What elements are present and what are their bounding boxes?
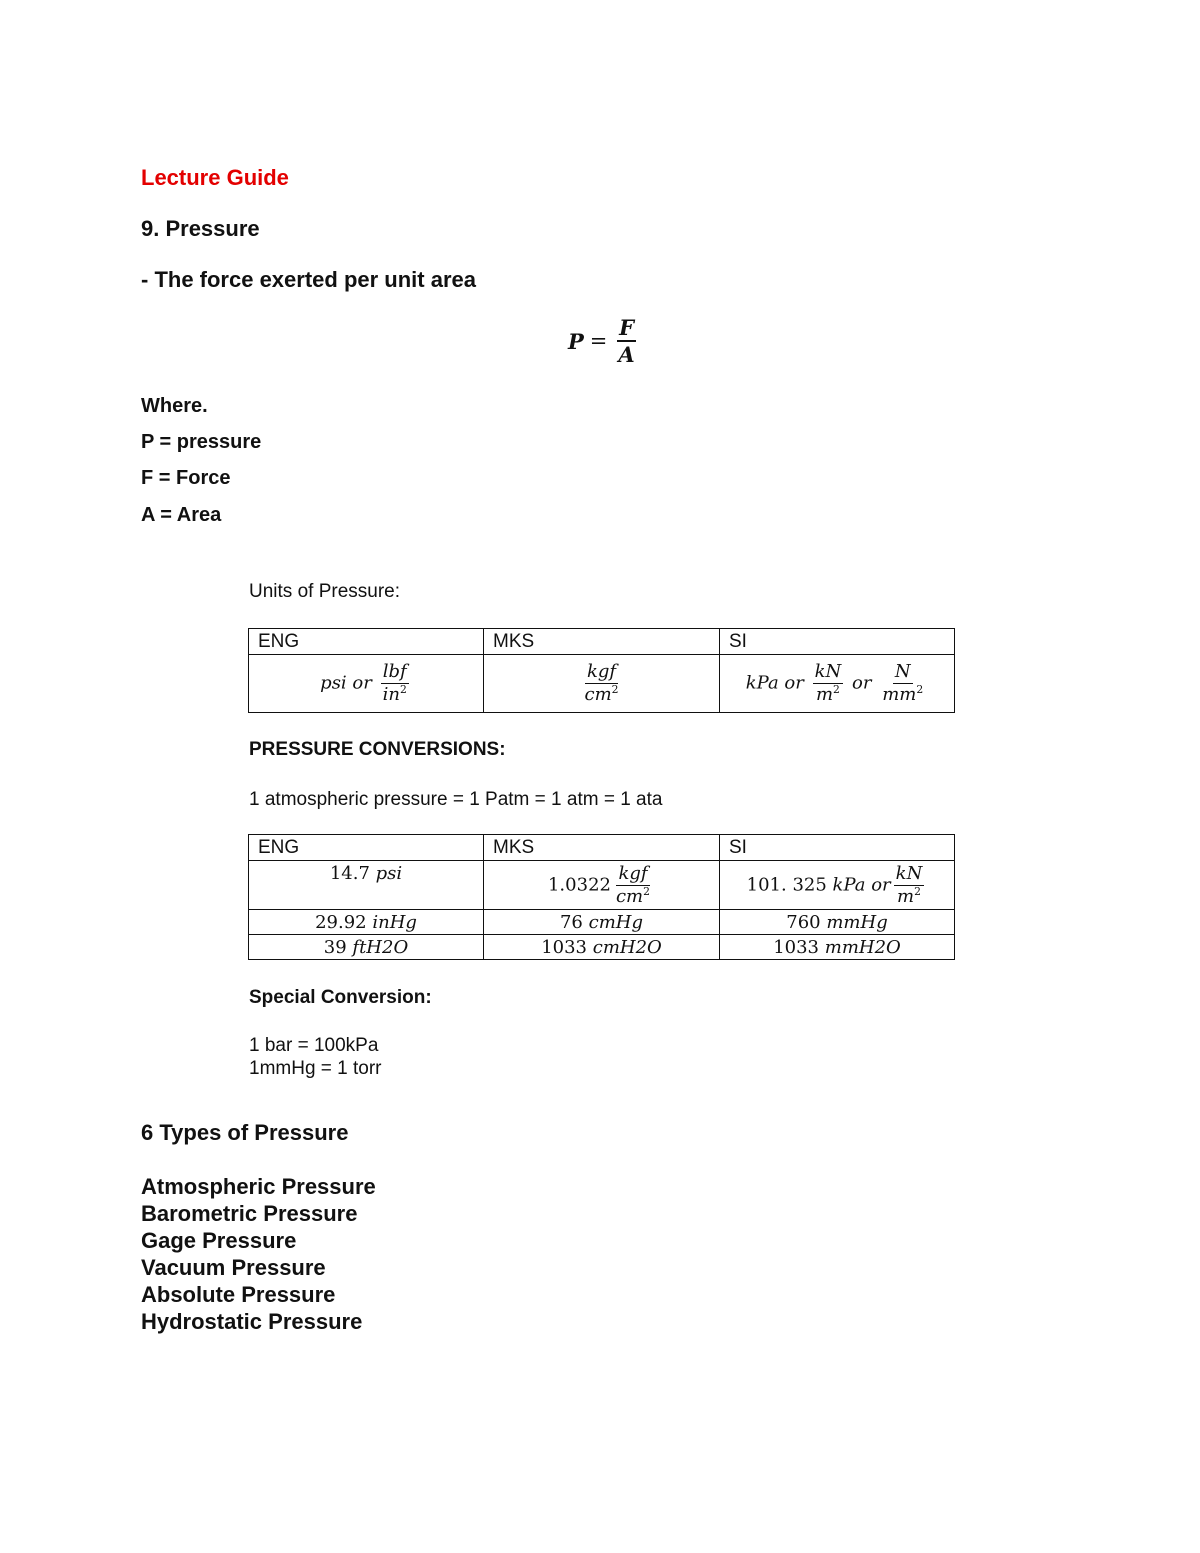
formula-equals: = [589, 329, 608, 354]
conv-r1-mks [484, 861, 720, 910]
units-table [248, 628, 955, 713]
units-si-num2: N [894, 661, 911, 683]
units-eng-den: in [382, 684, 400, 705]
list-item: Gage Pressure [141, 1228, 297, 1253]
conv-r2-mks-num: 76 [559, 911, 583, 933]
formula-denominator: A [618, 342, 635, 368]
conv-r1-mks-frac-den: cm [615, 885, 644, 907]
conv-r1-eng-unit: psi [375, 863, 403, 884]
conv-r3-si-num: 1033 [773, 936, 820, 958]
special-heading: Special Conversion: [249, 987, 432, 1008]
conv-r2-mks-unit: cmHg [588, 911, 643, 933]
conv-r1-mks-exp: 2 [643, 884, 650, 898]
units-eng-prefix: psi or [320, 672, 372, 694]
conv-r3-mks-num: 1033 [541, 936, 587, 958]
conv-r2-eng-unit: inHg [372, 911, 417, 933]
formula-fraction [616, 316, 636, 366]
conv-r1-si-frac-den: m [897, 885, 915, 907]
list-item: Absolute Pressure [141, 1282, 336, 1307]
list-item: Vacuum Pressure [141, 1255, 326, 1280]
units-header-si: SI [720, 629, 955, 655]
section-heading: 9. Pressure [141, 216, 260, 241]
types-heading: 6 Types of Pressure [141, 1120, 349, 1145]
conv-r1-si-frac-num: kN [895, 862, 923, 884]
conv-r2-eng-num: 29.92 [315, 911, 367, 933]
units-eng-exp: 2 [399, 683, 407, 696]
conv-r1-si-unit: kPa or [832, 874, 891, 895]
special-line-bar: 1 bar = 100kPa [249, 1035, 379, 1056]
list-item: Barometric Pressure [141, 1201, 358, 1226]
conv-r2-si [720, 910, 955, 935]
table-row [249, 910, 955, 935]
units-eng-cell [249, 655, 484, 713]
units-si-num1: kN [814, 661, 842, 683]
units-si-cell [720, 655, 955, 713]
conv-r2-si-num: 760 [786, 911, 821, 933]
units-header-eng: ENG [249, 629, 484, 655]
conv-r3-mks [484, 935, 720, 960]
conv-r3-si [720, 935, 955, 960]
formula-lhs: P [568, 328, 584, 354]
conv-header-mks: MKS [484, 835, 720, 861]
conv-r2-si-unit: mmHg [826, 911, 888, 933]
formula-numerator: F [617, 316, 636, 342]
conversions-statement: 1 atmospheric pressure = 1 Patm = 1 atm = 1 ata [249, 789, 663, 810]
definition-p: P = pressure [141, 431, 262, 453]
lecture-guide-title: Lecture Guide [141, 165, 289, 190]
conv-r2-mks [484, 910, 720, 935]
conv-header-eng: ENG [249, 835, 484, 861]
units-si-prefix: kPa or [745, 672, 804, 694]
table-row [249, 935, 955, 960]
units-si-exp1: 2 [833, 683, 840, 696]
list-item: Atmospheric Pressure [141, 1174, 376, 1199]
conv-r1-si [720, 861, 955, 910]
conv-r1-si-exp: 2 [914, 884, 921, 898]
conversions-table [248, 834, 955, 960]
table-row [249, 861, 955, 910]
units-si-den1: m [815, 684, 834, 705]
definition-f: F = Force [141, 467, 231, 489]
where-label: Where. [141, 395, 208, 417]
units-si-or: or [852, 672, 872, 694]
conv-r1-eng [249, 861, 484, 910]
conv-r3-eng-num: 39 [323, 936, 347, 958]
list-item: Hydrostatic Pressure [141, 1309, 363, 1334]
conv-r3-mks-unit: cmH2O [592, 936, 662, 958]
conv-r2-eng [249, 910, 484, 935]
conv-header-si: SI [720, 835, 955, 861]
conv-r3-eng [249, 935, 484, 960]
units-si-den2: mm [882, 684, 917, 705]
conversions-heading: PRESSURE CONVERSIONS: [249, 739, 506, 760]
units-mks-exp: 2 [611, 683, 619, 696]
pressure-formula [568, 316, 640, 366]
units-header-mks: MKS [484, 629, 720, 655]
conv-r3-si-unit: mmH2O [824, 936, 901, 958]
units-caption: Units of Pressure: [249, 581, 400, 602]
units-mks-cell [484, 655, 720, 713]
conv-r1-mks-num: 1.0322 [547, 874, 611, 895]
conv-r3-eng-unit: ftH2O [352, 936, 409, 958]
special-line-torr: 1mmHg = 1 torr [249, 1058, 382, 1079]
units-si-exp2: 2 [916, 683, 924, 696]
definition-a: A = Area [141, 504, 222, 526]
units-mks-den: cm [584, 684, 612, 705]
units-mks-num: kgf [586, 661, 617, 683]
types-list [141, 1173, 376, 1335]
conv-r1-si-num: 101. 325 [746, 874, 827, 895]
conv-r1-eng-num: 14.7 [329, 863, 370, 884]
units-eng-num: lbf [382, 661, 407, 683]
definition-text: - The force exerted per unit area [141, 267, 476, 292]
conv-r1-mks-frac-num: kgf [618, 862, 648, 884]
